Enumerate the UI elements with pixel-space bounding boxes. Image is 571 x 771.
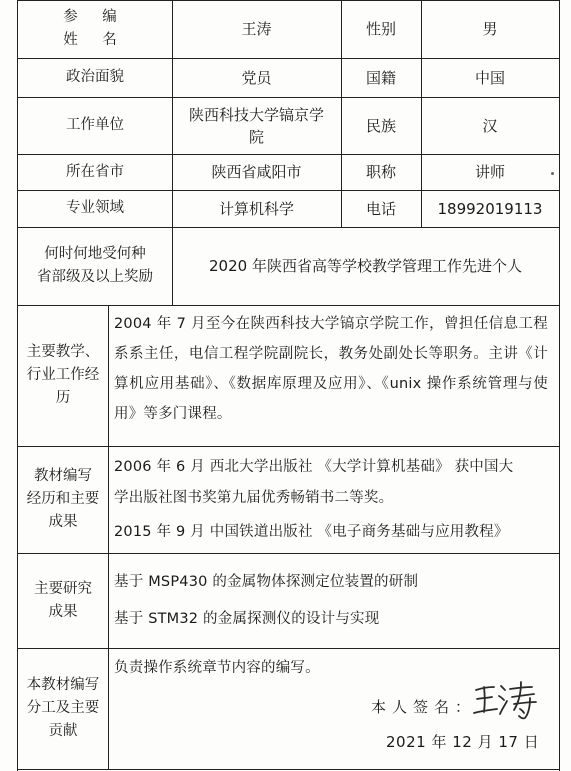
info-form (17, 0, 560, 771)
research-label (18, 553, 108, 648)
signature-label: 本人签名： (371, 698, 477, 716)
name-value: 王涛 (241, 20, 272, 38)
awards-label-line1: 何时何地受何种 (44, 246, 146, 262)
experience-label-line1: 主要教学、 (26, 344, 100, 360)
political-status-label: 政治面貌 (66, 69, 124, 85)
handwritten-signature (470, 678, 540, 722)
professional-title-value: 讲师 (474, 163, 505, 181)
workplace-value-line1: 陕西科技大学镐京学 (188, 105, 324, 124)
nationality-value: 中国 (474, 68, 505, 87)
city-label: 所在省市 (66, 163, 124, 180)
professional-title-label: 职称 (365, 163, 396, 181)
experience-text: 2004 年 7 月至今在陕西科技大学镐京学院工作，曾担任信息工程系系主任，电信工程学院副院长，教务处副处长等职务。主讲《计算机应用基础》、《数据库原理及应用》、《unix 操作系统管理与使用》等多门课程。 (114, 316, 548, 422)
awards-label-line2: 省部级及以上奖励 (37, 269, 153, 285)
contribution-label-line2: 分工及主要 (26, 700, 100, 716)
workplace-value (172, 97, 341, 154)
name-label-top: 参 编 (63, 9, 127, 25)
contribution-text: 负责操作系统章节内容的编写。 (114, 660, 320, 676)
rule (18, 769, 559, 770)
political-status-value: 党员 (241, 68, 272, 87)
ethnicity-value: 汉 (482, 116, 498, 135)
research-label-line2: 成果 (48, 603, 78, 620)
scan-speck (551, 172, 554, 175)
textbook-entry-2: 2015 年 9 月 中国铁道出版社 《电子商务基础与应用教程》 (114, 524, 509, 540)
signature-date: 2021 年 12 月 17 日 (386, 733, 540, 751)
phone-label: 电话 (365, 199, 396, 218)
gender-label: 性别 (365, 20, 396, 38)
textbook-entry-1-line1: 2006 年 6 月 西北大学出版社 《大学计算机基础》 获中国大 (114, 459, 514, 475)
workplace-value-line2: 院 (248, 127, 264, 146)
field-value: 计算机科学 (218, 199, 294, 218)
textbooks-label-line3: 成果 (48, 514, 78, 530)
experience-label (18, 305, 108, 446)
research-label-line1: 主要研究 (34, 580, 92, 597)
field-label: 专业领域 (66, 200, 124, 216)
experience-label-line2: 行业工作经 (26, 367, 100, 383)
textbook-entry-1-line2: 学出版社图书奖第九届优秀畅销书二等奖。 (114, 490, 394, 506)
contribution-label (18, 648, 108, 769)
textbooks-label-line2: 经历和主要 (26, 491, 100, 507)
textbooks-label-line1: 教材编写 (34, 468, 92, 484)
rule (108, 305, 109, 769)
contribution-label-line3: 贡献 (48, 723, 78, 739)
phone-value: 18992019113 (437, 199, 543, 218)
research-item-1: 基于 MSP430 的金属物体探测定位装置的研制 (114, 574, 419, 590)
textbooks-label (18, 446, 108, 553)
ethnicity-label: 民族 (365, 116, 396, 135)
experience-label-line3: 历 (55, 390, 71, 406)
research-item-2: 基于 STM32 的金属探测仪的设计与实现 (114, 611, 380, 627)
name-label-bottom: 姓 名 (63, 32, 127, 48)
nationality-label: 国籍 (365, 68, 396, 87)
contribution-label-line1: 本教材编写 (26, 677, 100, 693)
workplace-label: 工作单位 (66, 117, 124, 133)
awards-label (18, 227, 172, 305)
city-value: 陕西省咸阳市 (211, 163, 302, 181)
gender-value: 男 (482, 20, 498, 38)
awards-value: 2020 年陕西省高等学校教学管理工作先进个人 (209, 257, 522, 275)
name-label (18, 0, 172, 58)
